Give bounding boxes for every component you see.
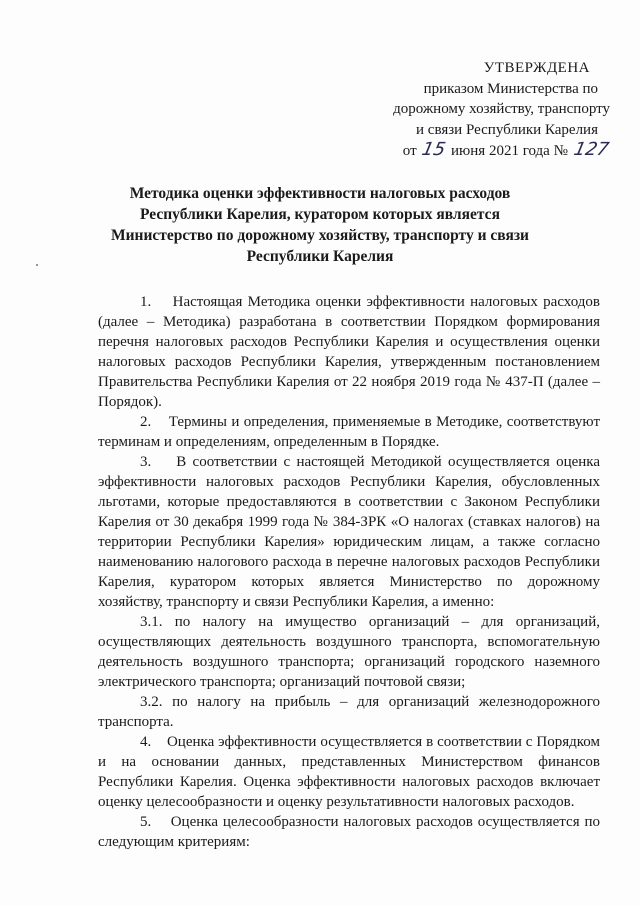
paragraph-3-2: 3.2. по налогу на прибыль – для организаций железнодорожного транспорта. [98, 694, 600, 730]
title-line-1: Методика оценки эффективности налоговых расходов [129, 185, 511, 202]
handwritten-day: 15 [420, 139, 448, 160]
paragraph-1: 1. Настоящая Методика оценки эффективности налоговых расходов (далее – Методика) разработана в соответствии Порядком формирования перечня налоговых расходов Республики Карелия и осуществления оценки налоговых расходов Республики Карелия, утвержденным постановлением Правительства Республики Карелия от 22 ноября 2019 года № 437-П (далее – Порядок). [98, 294, 600, 410]
document-body [98, 292, 600, 852]
scan-speck [36, 264, 38, 266]
title-line-3: Министерство по дорожному хозяйству, транспорту и связи [111, 227, 529, 244]
date-rest: июня 2021 года № [451, 143, 568, 159]
paragraph-4: 4. Оценка эффективности осуществляется в соответствии с Порядком и на основании данных, представленных Министерством финансов Республики Карелия. Оценка эффективности налоговых расходов включает оценку целесообразности и оценку результативности налоговых расходов. [98, 734, 600, 810]
paragraph-3-1: 3.1. по налогу на имущество организаций – для организаций, осуществляющих деятельность воздушного транспорта, вспомогательную деятельность воздушного транспорта; организаций городского наземного электрического транспорта; организаций почтовой связи; [98, 614, 600, 690]
paragraph-2: 2. Термины и определения, применяемые в Методике, соответствуют терминам и определениям, определенным в Порядке. [98, 414, 600, 450]
title-line-4: Республики Карелия [246, 248, 394, 265]
approval-line-2: дорожному хозяйству, транспорту [393, 101, 610, 117]
approval-line-3: и связи Республики Карелия [416, 121, 598, 138]
paragraph-3: 3. В соответствии с настоящей Методикой осуществляется оценка эффективности налоговых расходов Республики Карелия, обусловленных льготами, которые предоставляются в соответствии с Законом Республики Карелия от 30 декабря 1999 года № 384-ЗРК «О налогах (ставках налогов) на территории Республики Карелия» юридическим лицам, а также согласно наименованию налогового расхода в перечне налоговых расходов Республики Карелия, куратором которых является Министерство по дорожному хозяйству, транспорту и связи Республики Карелия, а именно: [98, 454, 600, 610]
handwritten-order-number: 127 [571, 139, 611, 160]
approval-date-line [360, 140, 610, 162]
title-line-2: Республики Карелия, куратором которых является [140, 206, 500, 223]
approval-heading: УТВЕРЖДЕНА [483, 60, 590, 76]
approval-block [360, 58, 610, 162]
approval-line-1: приказом Министерства по [423, 80, 598, 97]
date-prefix: от [402, 143, 417, 159]
document-title [80, 183, 560, 267]
paragraph-5: 5. Оценка целесообразности налоговых расходов осуществляется по следующим критериям: [98, 814, 600, 850]
